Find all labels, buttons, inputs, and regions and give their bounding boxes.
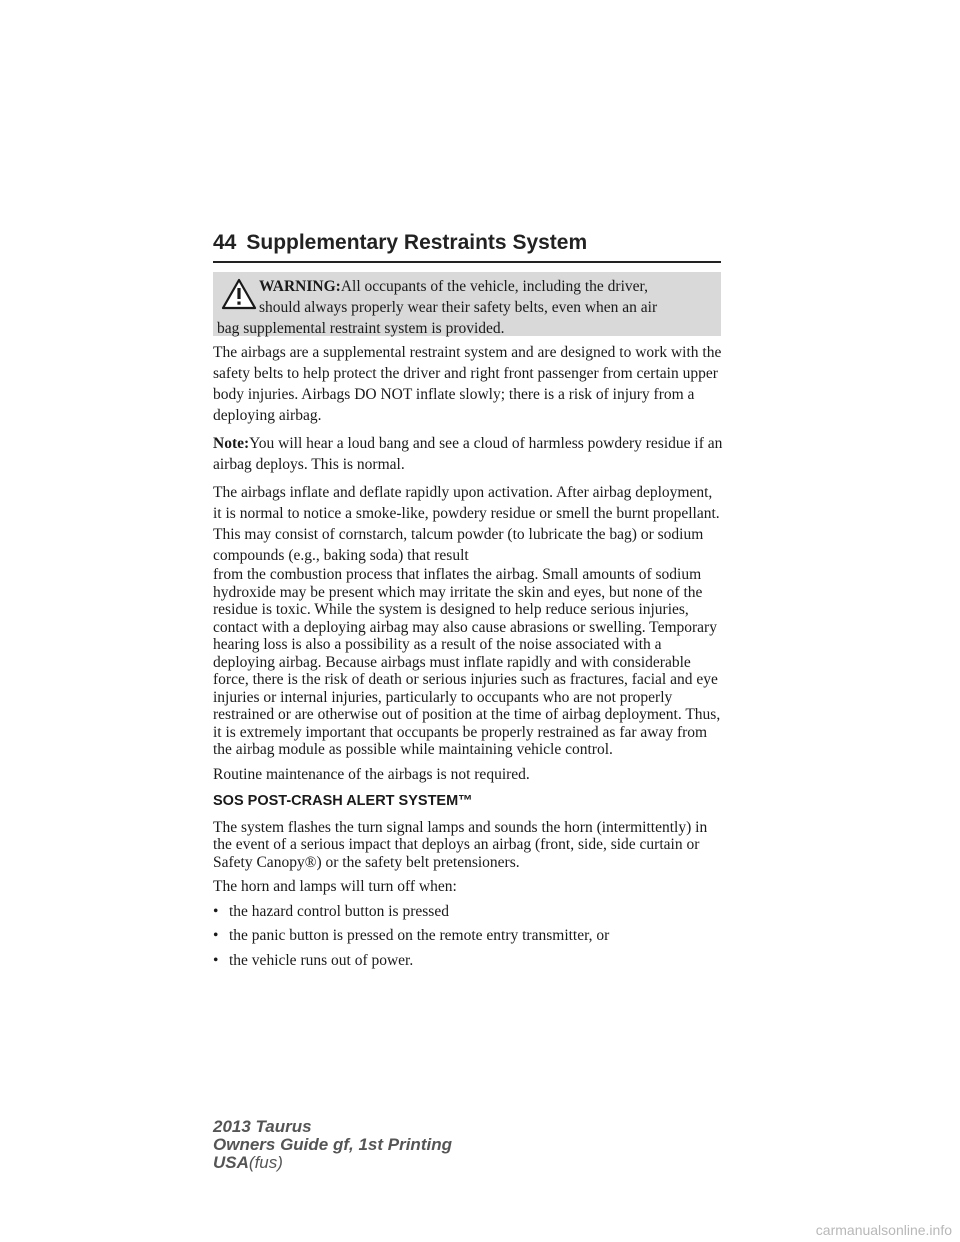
page-header — [213, 230, 721, 256]
warning-line-2: should always properly wear their safety belts, even when an air — [259, 299, 658, 316]
footer-model: 2013 Taurus — [213, 1117, 312, 1136]
paragraph-horn-lamps: The horn and lamps will turn off when: — [213, 878, 457, 895]
list-item: • the panic button is pressed on the remote entry transmitter, or — [213, 927, 610, 944]
footer-region: USA(fus) — [213, 1153, 283, 1172]
bullet: • — [213, 927, 219, 944]
paragraph-airbags-intro: The airbags are a supplemental restraint system and are designed to work with the safety belts to help protect the driver and right front passenger from certain upper body injuries. Airbags DO NOT inflate slowly; there is a risk of injury from a deploying airbag. — [213, 344, 722, 424]
list-item: • the hazard control button is pressed — [213, 902, 449, 920]
bullet: • — [213, 951, 219, 969]
warning-label: WARNING: — [259, 278, 341, 295]
bullet: • — [213, 902, 219, 920]
note-label: Note: — [213, 435, 250, 452]
page-title: Supplementary Restraints System — [246, 231, 588, 254]
page-content — [213, 342, 723, 976]
header-rule — [213, 261, 721, 263]
section-heading: SOS POST-CRASH ALERT SYSTEM™ — [213, 793, 473, 809]
warning-box — [213, 272, 721, 336]
footer-guide: Owners Guide gf, 1st Printing — [213, 1135, 452, 1154]
page-number: 44 — [213, 231, 237, 254]
warning-triangle-icon — [221, 278, 257, 310]
page-footer — [213, 1118, 452, 1172]
paragraph-deployment: The airbags inflate and deflate rapidly upon activation. After airbag deployment, it is normal to notice a smoke-like, powdery residue or smell the burnt propellant. This may consist of cornstarch, talcum powder (to lubricate the bag) or sodium compounds (e.g., baking soda) that result from the combustion process that inflates the airbag. Small amounts of sodium hydroxide may be present which may irritate the skin and eyes, but none of the residue is toxic. While the system is designed to help reduce serious injuries, contact with a deploying airbag may also cause abrasions or swelling. Temporary hearing loss is also a possibility as a result of the noise associated with a deploying airbag. Because airbags must inflate rapidly and with considerable force, there is the risk of death or serious injuries such as fractures, facial and eye injuries or internal injuries, particularly to occupants who are not properly restrained or are otherwise out of position at the time of airbag deployment. Thus, it is extremely important that occupants be properly restrained as far away from the airbag module as possible while maintaining vehicle control. — [213, 484, 721, 758]
list-item: • the vehicle runs out of power. — [213, 951, 414, 969]
warning-line-3: bag supplemental restraint system is provided. — [217, 320, 505, 337]
watermark: carmanualsonline.info — [815, 1222, 952, 1238]
paragraph-note: Note:You will hear a loud bang and see a cloud of harmless powdery residue if an airbag deploys. This is normal. — [213, 435, 723, 473]
paragraph-sos-system: The system flashes the turn signal lamps and sounds the horn (intermittently) in the event of a serious impact that deploys an airbag (front, side, side curtain or Safety Canopy®) or the safety belt pretensioners. — [213, 818, 708, 871]
warning-line-1: WARNING:All occupants of the vehicle, including the driver, — [259, 278, 648, 295]
paragraph-maintenance: Routine maintenance of the airbags is not required. — [213, 765, 530, 783]
